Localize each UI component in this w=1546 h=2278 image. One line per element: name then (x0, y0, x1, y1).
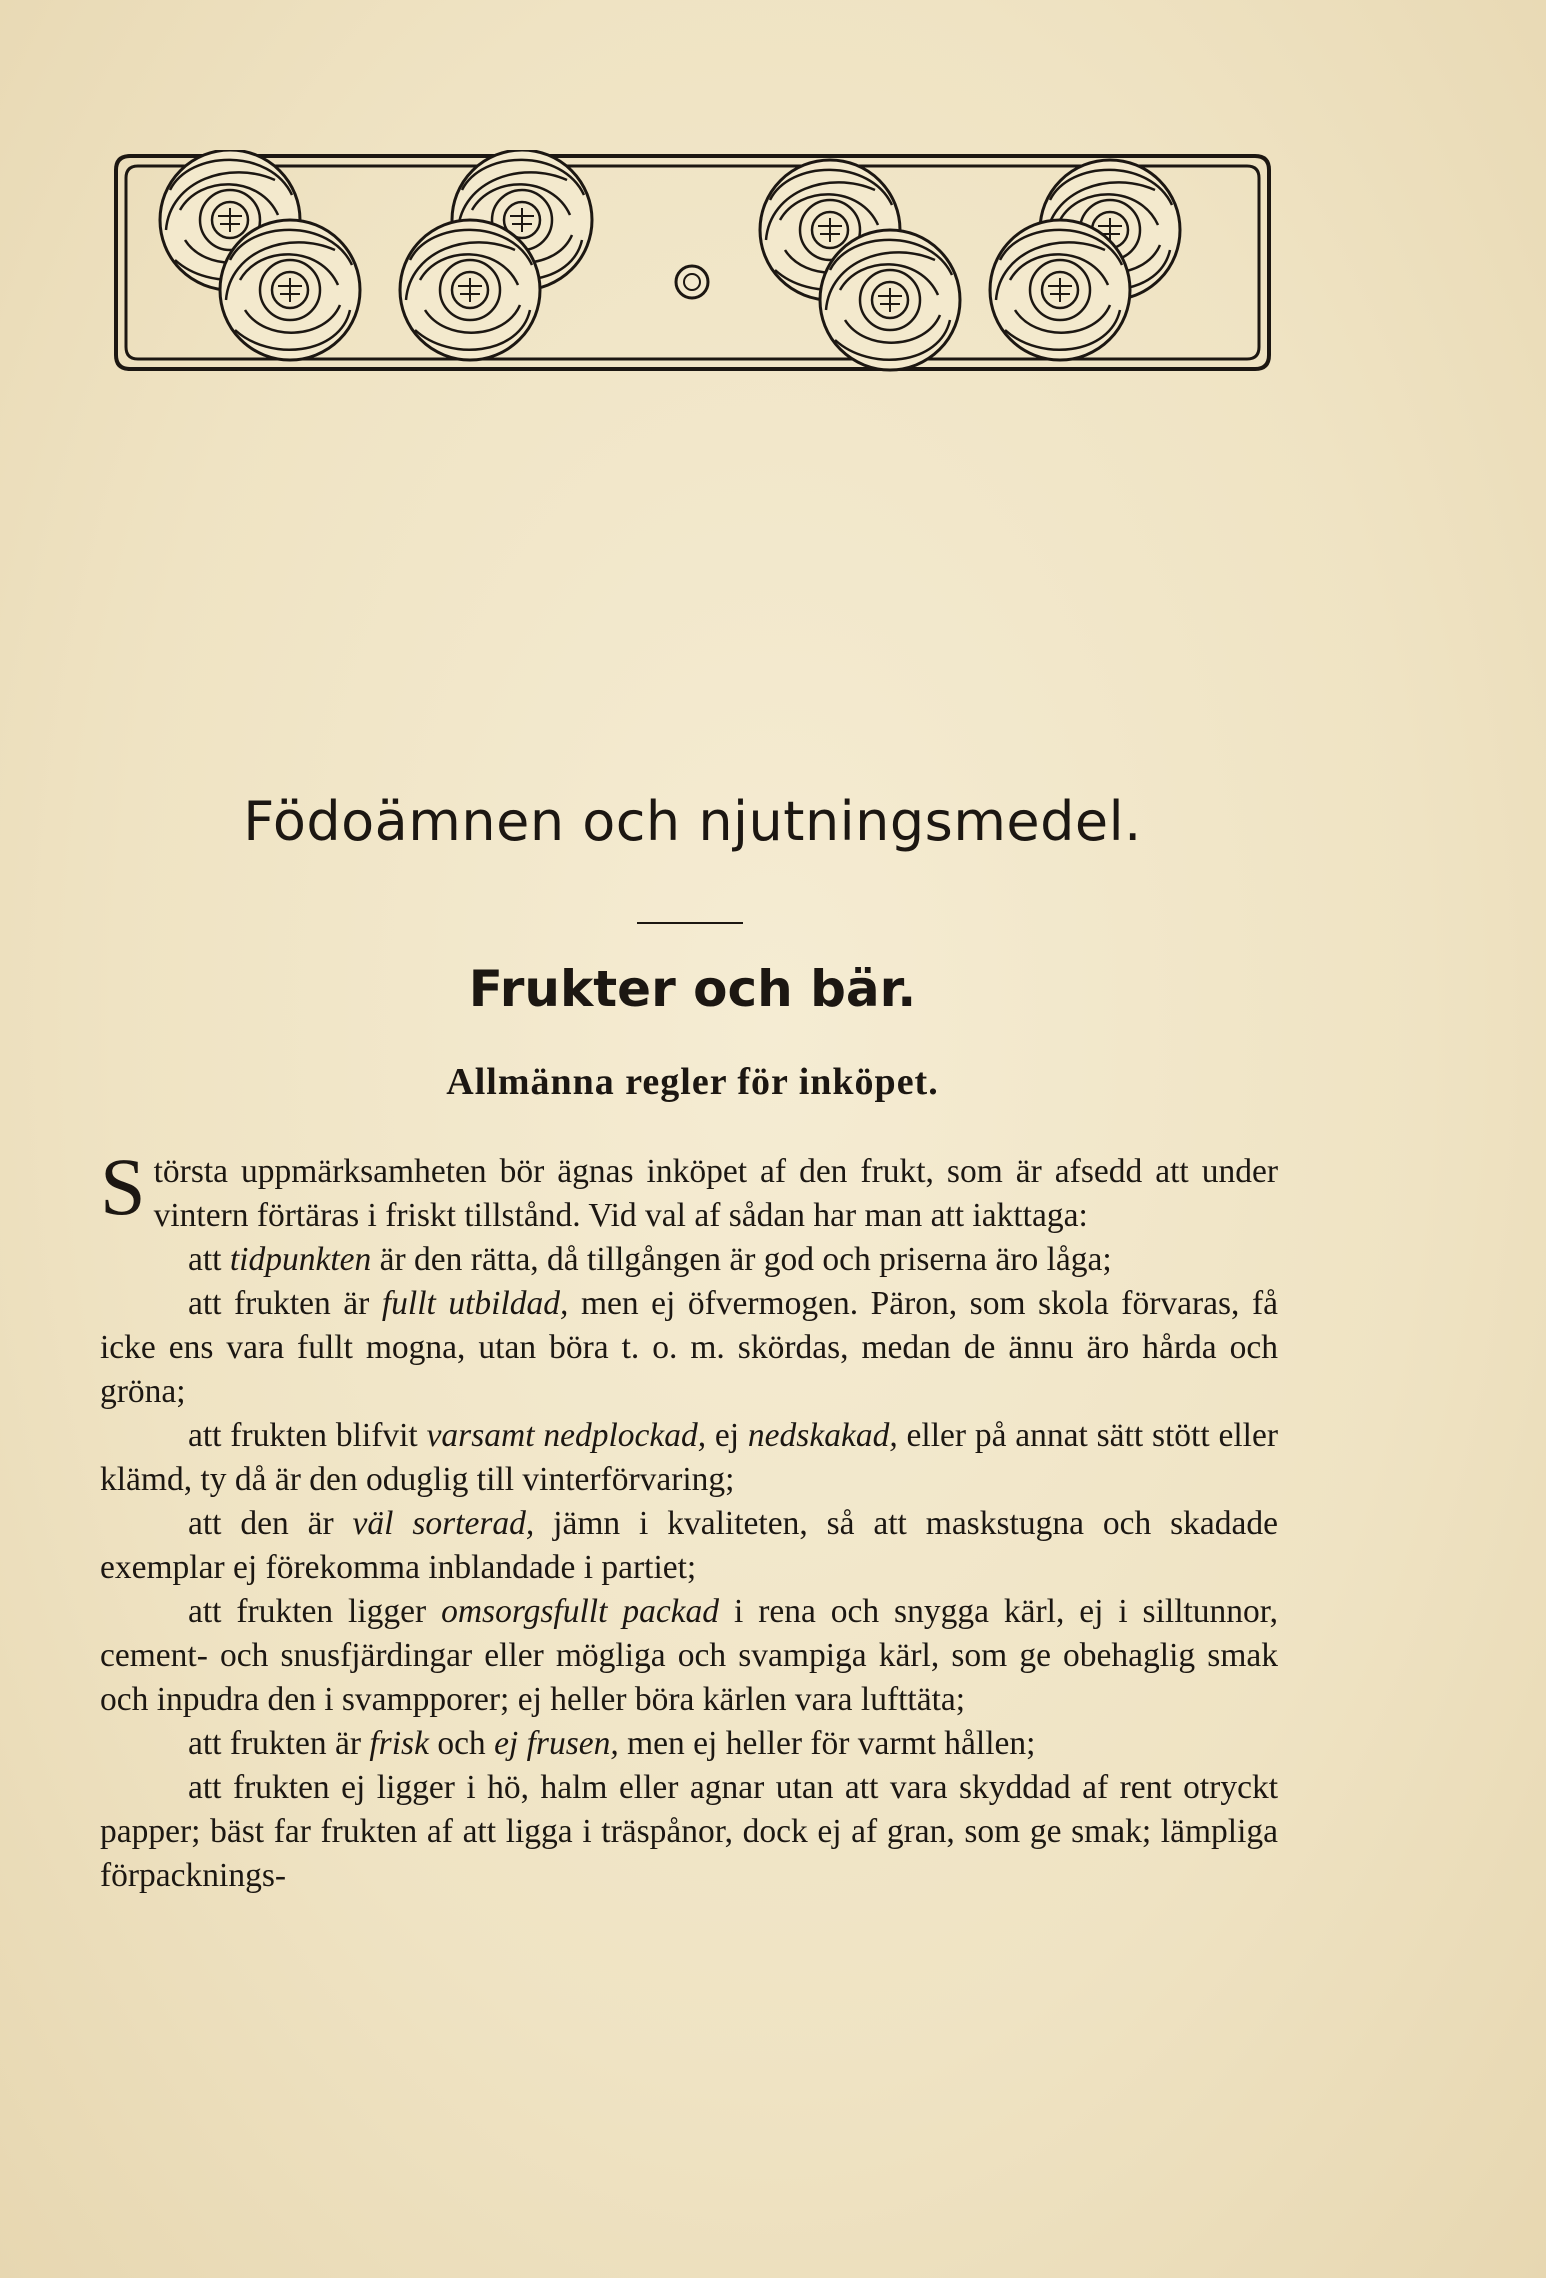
paragraph (100, 1766, 1278, 1898)
text-segment: men ej heller för varmt hållen; (618, 1725, 1036, 1762)
emphasis-text: väl sorterad, (352, 1505, 535, 1542)
paragraph (100, 1238, 1278, 1282)
emphasis-text: tidpunkten (229, 1241, 372, 1278)
emphasis-text: omsorgsfullt packad (441, 1593, 720, 1630)
main-title: Födoämnen och njutningsmedel. (243, 790, 1142, 853)
text-segment: jämn i kvaliteten, så att maskstugna och skadade exemplar ej förekomma inblandade i partiet; (100, 1505, 1278, 1586)
text-segment: att frukten ej ligger i hö, halm eller agnar utan att vara skyddad af rent otryckt papper; bäst far frukten af att ligga i träspånor, dock ej af gran, som ge smak; lämpliga förpacknings- (100, 1769, 1278, 1894)
emphasis-text: varsamt nedplockad, (426, 1417, 707, 1454)
section-title: Allmänna regler för inköpet. (446, 1061, 939, 1103)
text-segment: och (428, 1725, 495, 1762)
body-text (100, 1141, 1278, 1898)
text-segment: ej (706, 1417, 748, 1454)
paragraph (100, 1414, 1278, 1502)
rose-border-ornament (110, 150, 1275, 375)
text-segment: att frukten är (188, 1725, 370, 1762)
text-segment: eller på annat sätt stött eller klämd, ty då är den oduglig till vinterförvaring; (100, 1417, 1278, 1498)
text-segment: i rena och snygga kärl, ej i silltunnor, cement- och snusfjärdingar eller mögliga och svampiga kärl, som ge obehaglig smak och inpudra den i svampporer; ej heller böra kärlen vara lufttäta; (100, 1593, 1278, 1718)
emphasis-text: fullt utbildad, (381, 1285, 569, 1322)
paragraph (100, 1590, 1278, 1722)
text-segment: att frukten ligger (188, 1593, 442, 1630)
paragraph (100, 1722, 1278, 1766)
emphasis-text: nedskakad, (747, 1417, 898, 1454)
text-segment: men ej öfvermogen. Päron, som skola förvaras, få icke ens vara fullt mogna, utan böra t. o. m. skördas, medan de ännu äro hårda och gröna; (100, 1285, 1278, 1410)
divider-rule (637, 922, 743, 924)
paragraph (100, 1282, 1278, 1414)
text-segment: att den är (188, 1505, 353, 1542)
emphasis-text: frisk (369, 1725, 429, 1762)
text-segment: att frukten är (188, 1285, 382, 1322)
text-segment: är den rätta, då tillgången är god och priserna äro låga; (371, 1241, 1112, 1278)
sub-title: Frukter och bär. (468, 960, 917, 1018)
text-segment: att frukten blifvit (188, 1417, 427, 1454)
paragraph (100, 1502, 1278, 1590)
emphasis-text: ej frusen, (494, 1725, 619, 1762)
text-segment: törsta uppmärksamheten bör ägnas inköpet af den frukt, som är afsedd att under vintern förtäras i friskt tillstånd. Vid val af sådan har man att iakttaga: (153, 1153, 1278, 1234)
text-segment: att (188, 1241, 230, 1278)
paragraph (100, 1141, 1278, 1238)
drop-cap: S (100, 1141, 146, 1232)
